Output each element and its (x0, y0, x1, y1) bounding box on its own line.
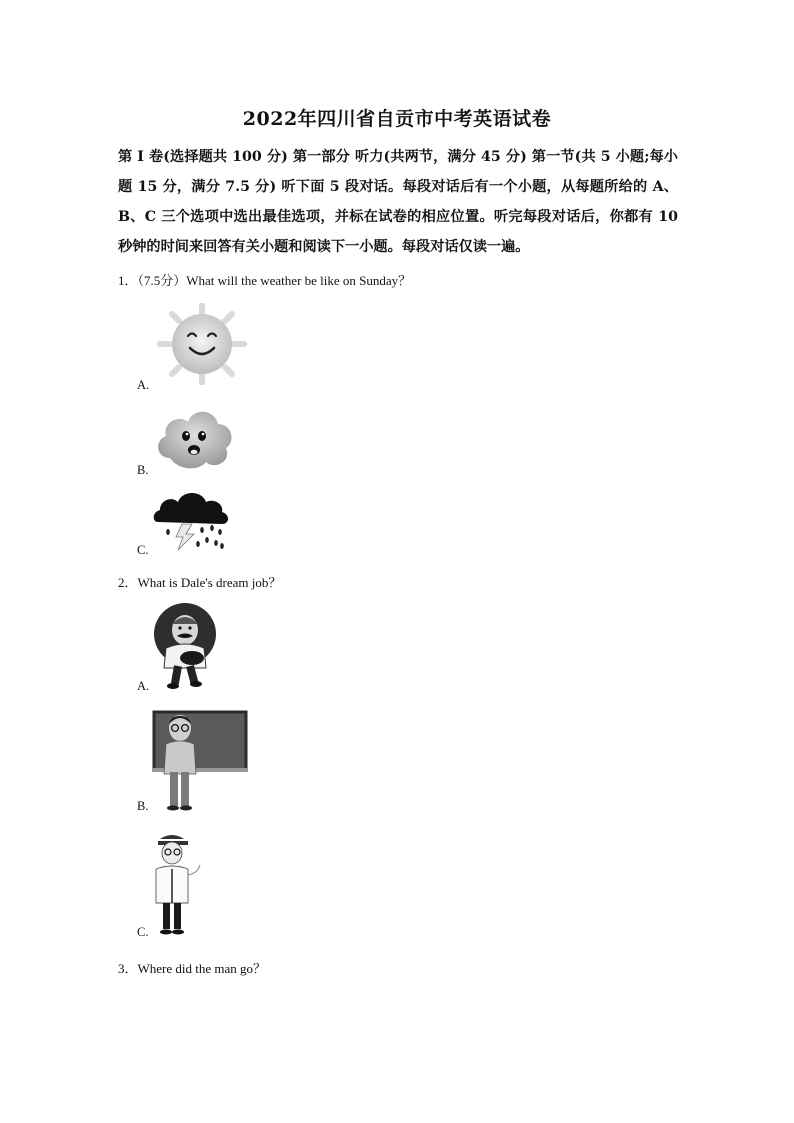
question-1-text: 1．（7.5分）What will the weather be like on Sunday？ (118, 273, 412, 288)
chef-icon[interactable] (152, 600, 218, 690)
question-2-text: 2．What is Dale's dream job？ (118, 575, 282, 590)
question-3-text: 3．Where did the man go？ (118, 961, 267, 976)
teacher-icon[interactable] (152, 710, 248, 812)
option-label[interactable]: A. (137, 378, 150, 392)
sun-icon[interactable] (152, 303, 252, 385)
thunderstorm-icon[interactable] (152, 488, 232, 554)
option-label[interactable]: B. (137, 799, 149, 813)
doctor-icon[interactable] (150, 833, 206, 937)
page-title: 2022年四川省自贡市中考英语试卷 (242, 108, 552, 130)
option-label[interactable]: C. (137, 925, 149, 939)
option-label[interactable]: B. (137, 463, 149, 477)
cloud-icon[interactable] (152, 400, 236, 472)
option-label[interactable]: C. (137, 543, 149, 557)
option-label[interactable]: A. (137, 679, 150, 693)
instructions-paragraph: 第 I 卷(选择题共 100 分) 第一部分 听力(共两节，满分 45 分) 第一节(共 5 小题;每小题 15 分，满分 7.5 分) 听下面 5 段对话。每段对话后有一个小题，从每题所给的 A、B、C 三个选项中选出最佳选项，并标在试卷的相应位置。听完每段对话后，你都有 10 秒钟的时间来回答有关小题和阅读下一小题。每段对话仅读一遍。 (118, 149, 678, 255)
